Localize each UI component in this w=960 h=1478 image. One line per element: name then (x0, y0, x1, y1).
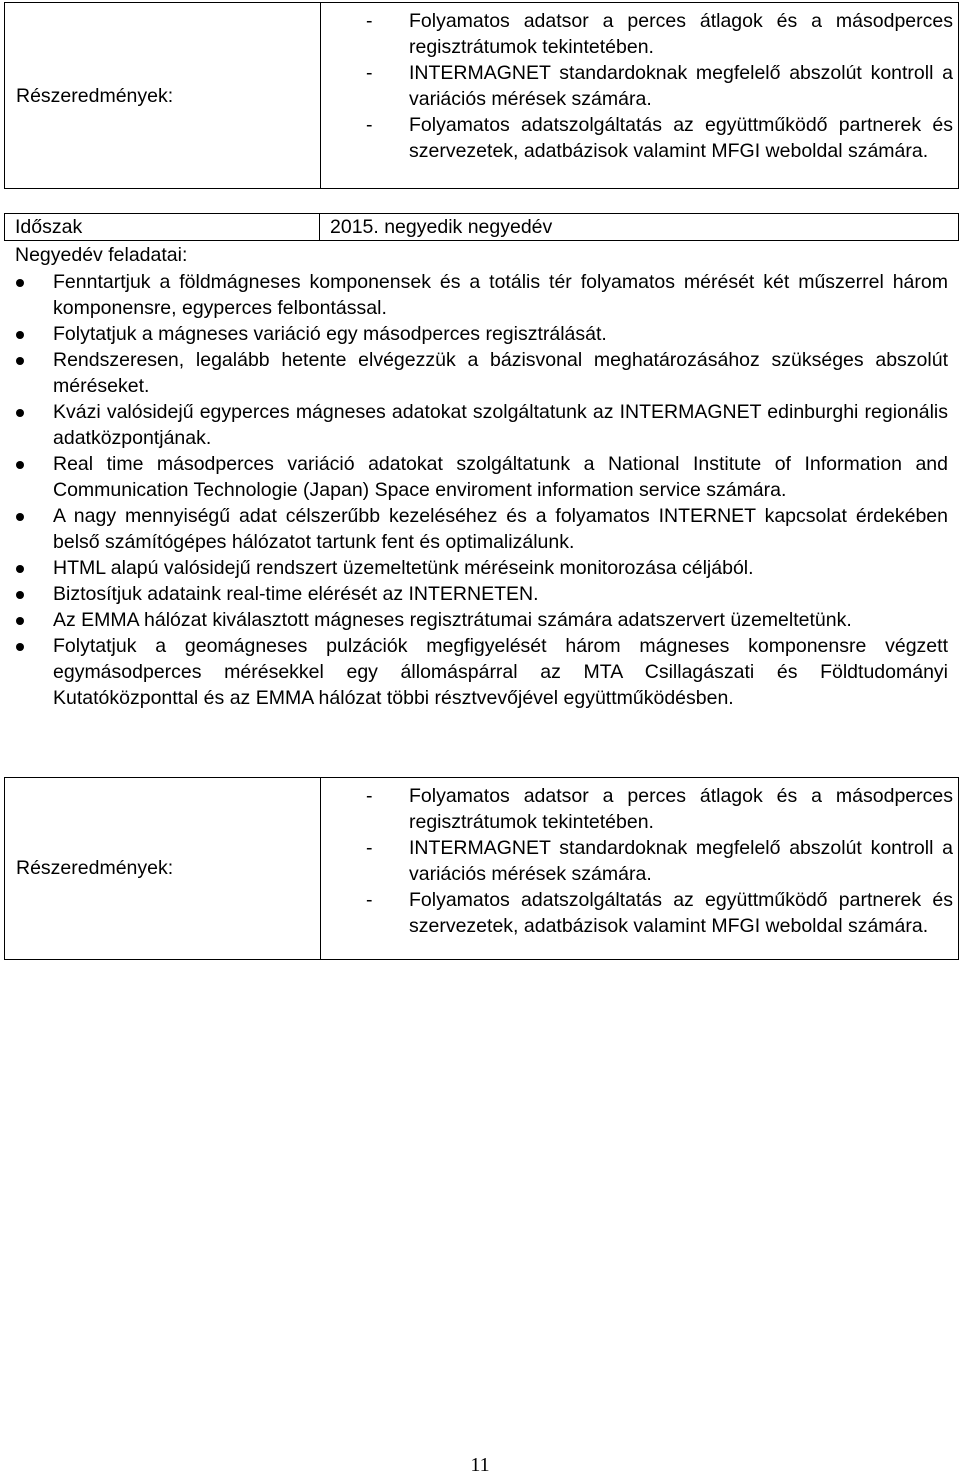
dash-marker: - (366, 889, 373, 911)
bullet-icon (16, 357, 24, 365)
list-item-text: Real time másodperces variáció adatokat szolgáltatunk a National Institute of Information and Communication Technologie (Japan) Space enviroment information service számára. (53, 453, 948, 501)
list-item (16, 581, 948, 607)
list-item-text: HTML alapú valósidejű rendszert üzemeltetünk méréseink monitorozása céljából. (53, 557, 754, 579)
dash-marker: - (366, 785, 373, 807)
period-left-border (4, 213, 5, 241)
list-item (366, 835, 953, 887)
dash-marker: - (366, 62, 373, 84)
bullet-icon (16, 409, 24, 417)
list-item (366, 887, 953, 939)
list-item (366, 60, 953, 112)
bullet-icon (16, 461, 24, 469)
table-divider (320, 3, 321, 188)
list-item-text: Folyamatos adatsor a perces átlagok és a másodperces regisztrátumok tekintetében. (409, 10, 953, 58)
dash-marker: - (366, 114, 373, 136)
bottom-results-table (4, 777, 959, 960)
list-item (16, 269, 948, 321)
list-item-text: A nagy mennyiségű adat célszerűbb kezeléséhez és a folyamatos INTERNET kapcsolat érdekében belső számítógépes hálózatot tartunk fent és optimalizálunk. (53, 505, 948, 553)
list-item (16, 503, 948, 555)
dash-marker: - (366, 837, 373, 859)
period-row-border (4, 240, 959, 241)
period-label: Időszak (15, 216, 83, 238)
list-item-text: Rendszeresen, legalább hetente elvégezzük a bázisvonal meghatározásához szükséges abszolút méréseket. (53, 349, 948, 397)
results-list (366, 8, 953, 164)
list-item-text: INTERMAGNET standardoknak megfelelő abszolút kontroll a variációs mérések számára. (409, 62, 953, 110)
top-results-table (4, 2, 959, 189)
results-label: Részeredmények: (16, 85, 174, 107)
list-item-text: Folytatjuk a geomágneses pulzációk megfigyelését három mágneses komponensre végzett egymásodperces mérésekkel egy állomáspárral az MTA Csillagászati és Földtudományi Kutatóközponttal és az EMMA hálózat többi résztvevőjével együttműködésben. (53, 635, 948, 709)
tasks-list (16, 269, 948, 711)
bullet-icon (16, 617, 24, 625)
bullet-icon (16, 565, 24, 573)
bullet-icon (16, 591, 24, 599)
list-item (16, 555, 948, 581)
list-item-text: Folyamatos adatsor a perces átlagok és a másodperces regisztrátumok tekintetében. (409, 785, 953, 833)
list-item (16, 451, 948, 503)
list-item (16, 399, 948, 451)
table-divider (320, 778, 321, 959)
bullet-icon (16, 513, 24, 521)
bullet-icon (16, 331, 24, 339)
results-list (366, 783, 953, 939)
list-item (366, 112, 953, 164)
list-item-text: Fenntartjuk a földmágneses komponensek és a totális tér folyamatos mérését két műszerrel három komponensre, egyperces felbontással. (53, 271, 948, 319)
list-item (16, 607, 948, 633)
list-item-text: INTERMAGNET standardoknak megfelelő abszolút kontroll a variációs mérések számára. (409, 837, 953, 885)
list-item (366, 783, 953, 835)
list-item (16, 321, 948, 347)
list-item (16, 633, 948, 711)
list-item (16, 347, 948, 399)
dash-marker: - (366, 10, 373, 32)
list-item-text: Az EMMA hálózat kiválasztott mágneses regisztrátumai számára adatszervert üzemeltetünk. (53, 609, 852, 631)
bullet-icon (16, 643, 24, 651)
list-item-text: Kvázi valósidejű egyperces mágneses adatokat szolgáltatunk az INTERMAGNET edinburghi regionális adatközpontjának. (53, 401, 948, 449)
period-value: 2015. negyedik negyedév (330, 216, 553, 238)
list-item-text: Biztosítjuk adataink real-time elérését az INTERNETEN. (53, 583, 539, 605)
list-item-text: Folyamatos adatszolgáltatás az együttműködő partnerek és szervezetek, adatbázisok valamint MFGI weboldal számára. (409, 889, 953, 937)
results-label: Részeredmények: (16, 857, 174, 879)
bullet-icon (16, 279, 24, 287)
tasks-heading: Negyedév feladatai: (15, 244, 188, 266)
period-right-border (958, 213, 959, 241)
list-item-text: Folytatjuk a mágneses variáció egy másodperces regisztrálását. (53, 323, 607, 345)
list-item (366, 8, 953, 60)
page-number: 11 (470, 1454, 490, 1476)
list-item-text: Folyamatos adatszolgáltatás az együttműködő partnerek és szervezetek, adatbázisok valamint MFGI weboldal számára. (409, 114, 953, 162)
period-divider (319, 213, 320, 241)
